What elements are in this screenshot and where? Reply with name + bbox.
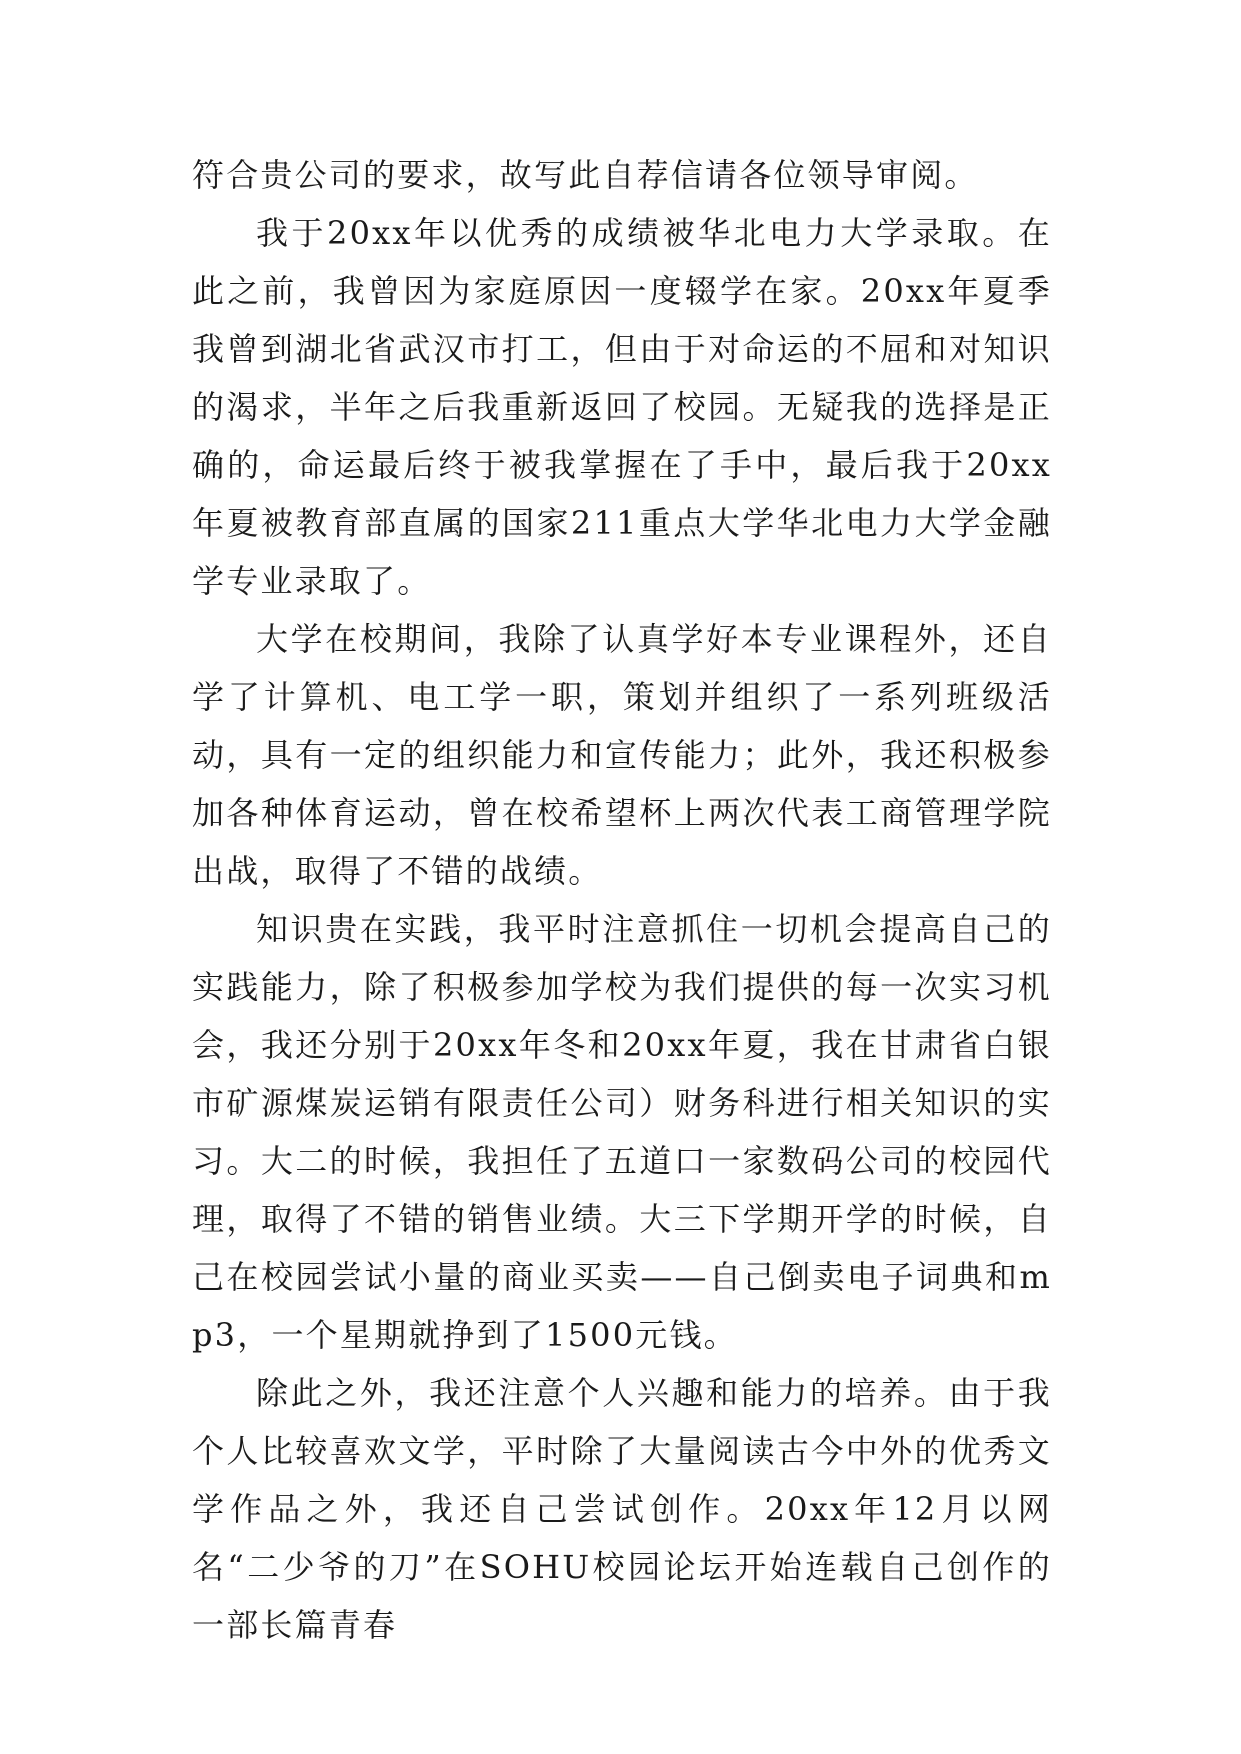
paragraph-5: 除此之外，我还注意个人兴趣和能力的培养。由于我个人比较喜欢文学，平时除了大量阅读古今中外的优秀文学作品之外，我还自己尝试创作。20xx年12月以网名“二少爷的刀”在SOHU校园论坛开始连载自己创作的一部长篇青春 (192, 1374, 1052, 1644)
paragraph-4: 知识贵在实践，我平时注意抓住一切机会提高自己的实践能力，除了积极参加学校为我们提供的每一次实习机会，我还分别于20xx年冬和20xx年夏，我在甘肃省白银市矿源煤炭运销有限责任公司）财务科进行相关知识的实习。大二的时候，我担任了五道口一家数码公司的校园代理，取得了不错的销售业绩。大三下学期开学的时候，自己在校园尝试小量的商业买卖——自己倒卖电子词典和mp3，一个星期就挣到了1500元钱。 (192, 910, 1052, 1354)
letter-body (192, 146, 1052, 1654)
paragraph-2: 我于20xx年以优秀的成绩被华北电力大学录取。在此之前，我曾因为家庭原因一度辍学在家。20xx年夏季我曾到湖北省武汉市打工，但由于对命运的不屈和对知识的渴求，半年之后我重新返回了校园。无疑我的选择是正确的，命运最后终于被我掌握在了手中，最后我于20xx年夏被教育部直属的国家211重点大学华北电力大学金融学专业录取了。 (192, 214, 1052, 600)
paragraph-3: 大学在校期间，我除了认真学好本专业课程外，还自学了计算机、电工学一职，策划并组织了一系列班级活动，具有一定的组织能力和宣传能力；此外，我还积极参加各种体育运动，曾在校希望杯上两次代表工商管理学院出战，取得了不错的战绩。 (192, 620, 1052, 890)
paragraph-1: 符合贵公司的要求，故写此自荐信请各位领导审阅。 (192, 156, 979, 194)
